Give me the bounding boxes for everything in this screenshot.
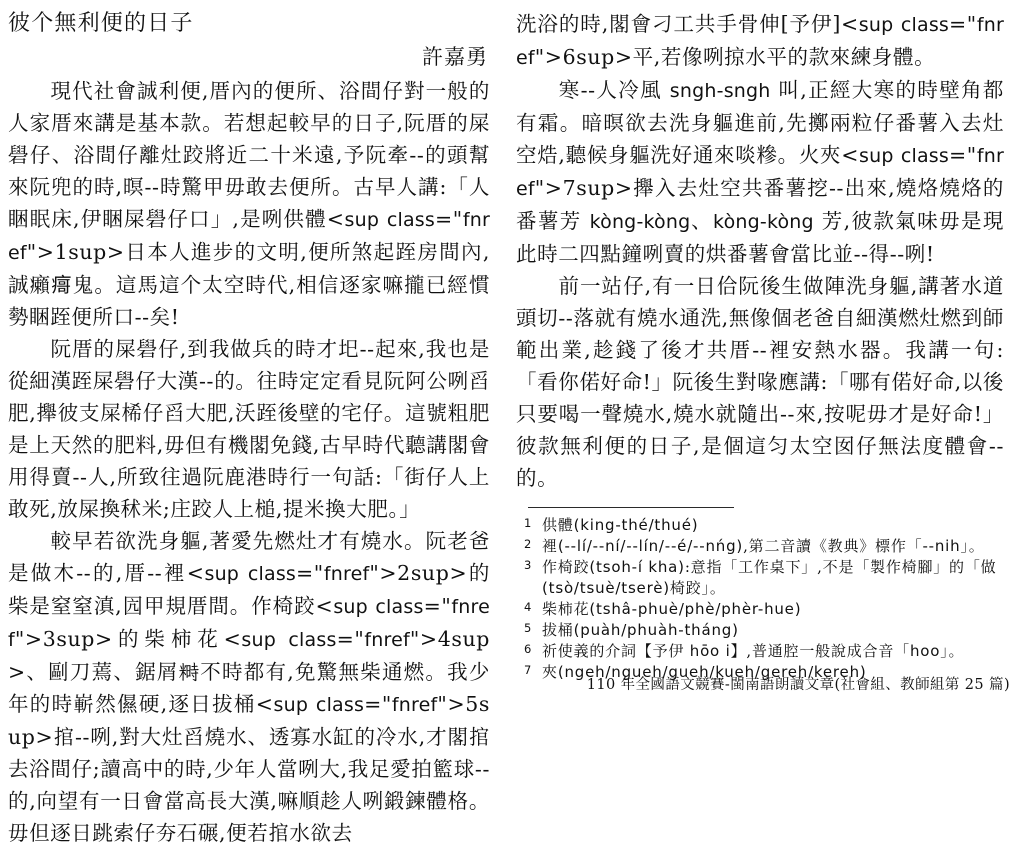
footnote-item [516,536,1004,557]
paragraph-left-1: 現代社會誠利便,厝內的便所、浴間仔對一般的人家厝來講是基本款。若想起較早的日子,阮厝的屎礐仔、浴間仔離灶跤將近二十米遠,予阮牽--的頭幫來阮兜的時,暝--時驚甲毋敢去便所。古早人講:「人睏眠床,伊睏屎礐仔口」,是咧供體<sup class="fnref">1sup>日本人進步的文明,便所煞起跮房間內,誠癩𰣻鬼。這馬這个太空時代,相信逐家嘛攏已經慣勢睏跮便所口--矣! [8,79,490,329]
paragraph-right-1: 洗浴的時,閣會刁工共手骨伸[予伊]<sup class="fnref">6sup>平,若像咧掠水平的款來練身體。 [516,12,1004,69]
footnote-text: 祈使義的介詞【予伊 hōo i】,普通腔一般說成合音「hoo」。 [542,641,965,660]
footnote-text: 裡(--lí/--ní/--lín/--é/--nńg),第二音讀《教典》標作「--nih」。 [542,537,985,555]
page-title: 彼个無利便的日子 [8,11,194,36]
footnote-text: 柴柿花(tshâ-phuè/phè/phèr-hue) [542,599,802,618]
footnote-text: 拔桶(puàh/phuàh-tháng) [542,620,739,639]
footnote-number: 6 [524,641,532,656]
footnote-text: 作椅跤(tsoh-í kha):意指「工作桌下」,不是「製作椅腳」的「做(tsò/tsuè/tserè)椅跤」。 [542,558,997,597]
page-footer: 110 年全國語文競賽-閩南語朗讀文章(社會組、教師組第 25 篇) [586,677,1010,693]
paragraph-right-2: 寒--人冷風 sngh-sngh 叫,正經大寒的時壁角都有霜。暗暝欲去洗身軀進前,先擲兩粒仔番薯入去灶空焅,聽候身軀洗好通來啖糝。火夾<sup class="fnref">7sup>攑入去灶空共番薯挖--出來,燒烙燒烙的番薯芳 kòng-kòng、kòng-kòng 芳,彼款氣味毋是現此時二四點鐘咧賣的烘番薯會當比並--得--咧! [516,78,1004,266]
footnote-number: 7 [524,662,532,677]
footnote-item [516,599,1004,620]
footnote-item [516,557,1004,598]
footnote-item [516,515,1004,536]
right-column [516,8,1004,683]
footnote-list [516,515,1004,682]
two-column-layout [8,8,1014,849]
footnote-item [516,620,1004,641]
footnote-text: 夾(ngeh/ngueh/gueh/kueh/gereh/kereh) [542,662,867,681]
footnote-number: 3 [524,558,532,572]
paragraph-right-3: 前一站仔,有一日佮阮後生做陣洗身軀,講著水道頭切--落就有燒水通洗,無像個老爸自細漢燃灶燃到師範出業,趁錢了後才共厝--裡安熱水器。我講一句:「看你偌好命!」阮後生對喙應講:「哪有偌好命,以後只要喝一聲燒水,燒水就隨出--來,按呢毋才是好命!」彼款無利便的日子,是個這匀太空囡仔無法度體會--的。 [516,274,1004,490]
footnote-number: 4 [524,599,532,614]
footnote-number: 5 [524,620,532,635]
footnote-text: 供體(king-thé/thué) [542,516,699,534]
footnote-number: 2 [524,537,532,551]
paragraph-left-2: 阮厝的屎礐仔,到我做兵的時才圯--起來,我也是從細漢跮屎礐仔大漢--的。往時定定看見阮阿公咧舀肥,攑彼支屎桸仔舀大肥,沃跮後壁的宅仔。這號粗肥是上天然的肥料,毋但有機閣免錢,古早時代聽講閣會用得賣--人,所致往過阮鹿港時行一句話:「街仔人上敢死,放屎換秫米;庄跤人上槌,提米換大肥。」 [8,337,490,521]
footnote-item [516,641,1004,662]
footnote-separator [528,507,734,508]
left-column [8,8,490,849]
author-name: 許嘉勇 [422,45,488,69]
footnote-number: 1 [524,516,532,530]
paragraph-left-3: 較早若欲洗身軀,著愛先燃灶才有燒水。阮老爸是做木--的,厝--裡<sup class="fnref">2sup>的柴是窒窒滇,囥甲規厝間。作椅跤<sup class="fnref">3sup>的柴柿花<sup class="fnref">4sup>、剾刀蔫、鋸屑𥻵不時都有,免驚無柴通燃。我少年的時嶄然儑硬,逐日拔桶<sup class="fnref">5sup>捾--咧,對大灶舀燒水、透寡水缸的冷水,才閣捾去浴間仔;讀高中的時,少年人當咧大,我足愛拍籃球--的,向望有一日會當高長大漢,嘛順趁人咧鍛鍊體格。毋但逐日跳索仔夯石碾,便若捾水欲去 [8,529,490,845]
